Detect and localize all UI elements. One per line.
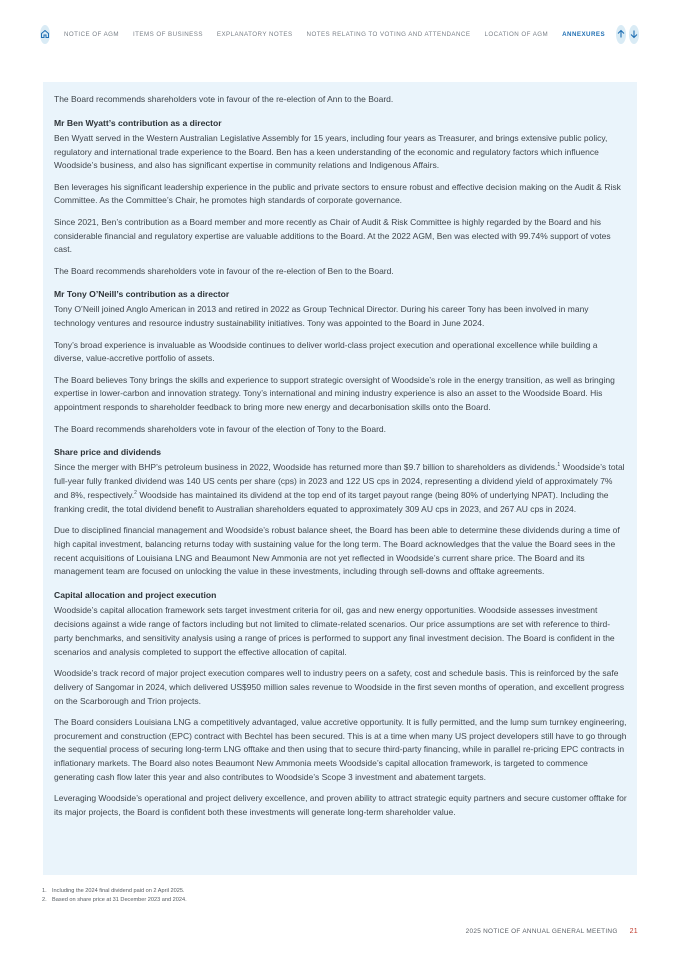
share-paragraph-2: Due to disciplined financial management and Woodside’s robust balance sheet, the Board has been able to determine these dividends during a time of high capital investment, balancing returns today with sustaining value for the long term. The Board acknowledges that the value the Board sees in the recent acquisitions of Louisiana LNG and Beaumont New Ammonia are not yet reflected in Woodside’s current share price. The Board and its management team are focused on unlocking the value in these investments, including through sell-downs and offtake agreements. <box>54 525 620 577</box>
heading-share-price: Share price and dividends <box>54 447 161 458</box>
page-number: 21 <box>629 928 638 935</box>
previous-page-button[interactable] <box>616 25 626 44</box>
footnotes <box>42 887 187 905</box>
nav-link-notice-of-agm[interactable]: NOTICE OF AGM <box>64 30 120 38</box>
ben-paragraph-2: Ben leverages his significant leadership experience in the public and private sectors to ensure robust and effective decision making on the Audit & Risk Committee. As the Committee’s Chair, he promotes high standards of corporate governance. <box>54 181 621 206</box>
capital-paragraph-4: Leveraging Woodside’s operational and project delivery excellence, and proven ability to attract strategic equity partners and secure customer offtake for its major projects, the Board is confident both these investments will generate long-term shareholder value. <box>54 793 627 818</box>
nav-link-location-of-agm[interactable]: LOCATION OF AGM <box>484 30 549 38</box>
heading-tony-oneill: Mr Tony O’Neill’s contribution as a director <box>54 289 230 300</box>
top-navigation <box>40 24 639 44</box>
tony-recommendation: The Board recommends shareholders vote in favour of the election of Tony to the Board. <box>54 423 387 434</box>
nav-link-annexures[interactable]: ANNEXURES <box>562 30 606 38</box>
capital-paragraph-2: Woodside’s track record of major project execution compares well to industry peers on a safety, cost and schedule basis. This is reinforced by the safe delivery of Sangomar in 2024, which delivered US$950 million sales revenue to Woodside in the first seven months of operation, and excellent progress on the Scarborough and Trion projects. <box>54 667 625 706</box>
capital-paragraph-1: Woodside’s capital allocation framework sets target investment criteria for oil, gas and new energy opportunities. Woodside assesses investment decisions against a wide range of factors including but not limited to climate-related scenarios. Our price assumptions are set with reference to third-party benchmarks, and sensitivity analysis using a range of prices is performed to support any final investment decision. The Board is confident in the scenarios and analysis completed to support the effective allocation of capital. <box>54 605 615 657</box>
ben-paragraph-3: Since 2021, Ben’s contribution as a Board member and more recently as Chair of Audit & Risk Committee is highly regarded by the Board and his considerable financial and regulatory expertise are valuable additions to the Board. At the 2022 AGM, Ben was elected with 99.74% support of votes cast. <box>54 216 611 255</box>
nav-link-explanatory-notes[interactable]: EXPLANATORY NOTES <box>216 30 293 38</box>
ben-recommendation: The Board recommends shareholders vote in favour of the re-election of Ben to the Board. <box>54 265 394 276</box>
tony-paragraph-3: The Board believes Tony brings the skills and experience to support strategic oversight of Woodside’s role in the energy transition, as well as bringing expertise in lower-carbon and innovation strategy. Tony’s international and mining industry experience is also an asset to the Woodside Board. His appointment responds to shareholder feedback to bring more new energy and decarbonisation skills onto the Board. <box>54 374 615 413</box>
share-paragraph-1 <box>54 461 627 516</box>
heading-ben-wyatt: Mr Ben Wyatt’s contribution as a director <box>54 117 222 128</box>
content-panel <box>43 82 637 875</box>
next-page-button[interactable] <box>629 25 639 44</box>
capital-paragraph-3: The Board considers Louisiana LNG a competitively advantaged, value accretive opportunity. It is fully permitted, and the lump sum turnkey engineering, procurement and construction (EPC) contract with Bechtel has been secured. This is at a time when many US project developers still have to go through the sequential process of securing long-term LNG offtake and then using that to secure third-party financing, while in parallel re-pricing EPC contracts in inflationary markets. The Board also notes Beaumont New Ammonia meets Woodside’s capital allocation framework, is targeted to commence generating cash flow later this year and also contributes to Woodside’s Scope 3 investment and abatement targets. <box>54 716 627 782</box>
footnote-1: 1. Including the 2024 final dividend paid on 2 April 2025. <box>42 888 185 894</box>
footnote-ref-1: 1 <box>557 462 561 469</box>
arrow-down-icon <box>629 29 639 39</box>
share-text-c: Woodside has maintained its dividend at the top end of its target payout range (being 80% of underlying NPAT). Including the franking credit, the total dividend benefit to Australian shareholders equated to approximately 309 AU cps in 2023, and 267 AU cps in 2024. <box>54 489 609 514</box>
tony-paragraph-1: Tony O’Neill joined Anglo American in 2013 and retired in 2022 as Group Technical Director. During his career Tony has been involved in many technology ventures and resource industry sustainability initiatives. Tony was appointed to the Board in June 2024. <box>54 304 589 329</box>
page-footer <box>466 928 638 935</box>
share-text-b: Woodside’s total full-year fully franked dividend was 140 US cents per share (cps) in 2023 and 122 US cps in 2024, representing a dividend yield of approximately 7% and 8%, respectively. <box>54 462 625 500</box>
ann-recommendation: The Board recommends shareholders vote in favour of the re-election of Ann to the Board. <box>54 94 394 104</box>
nav-link-items-of-business[interactable]: ITEMS OF BUSINESS <box>133 30 203 38</box>
heading-capital-allocation: Capital allocation and project execution <box>54 590 217 601</box>
arrow-up-icon <box>616 29 626 39</box>
footnote-2: 2. Based on share price at 31 December 2023 and 2024. <box>42 897 187 903</box>
footer-title: 2025 NOTICE OF ANNUAL GENERAL MEETING <box>465 928 618 935</box>
tony-paragraph-2: Tony’s broad experience is invaluable as Woodside continues to deliver world-class project execution and operational excellence while building a diverse, value-accretive portfolio of assets. <box>54 339 598 364</box>
nav-link-voting-and-attendance[interactable]: NOTES RELATING TO VOTING AND ATTENDANCE <box>306 30 471 38</box>
home-button[interactable] <box>40 25 50 44</box>
share-text-a: Since the merger with BHP’s petroleum business in 2022, Woodside has returned more than $9.7 billion to shareholders as dividends. <box>54 462 558 473</box>
footnote-ref-2: 2 <box>134 490 137 497</box>
home-icon <box>40 29 50 39</box>
ben-paragraph-1: Ben Wyatt served in the Western Australian Legislative Assembly for 15 years, including four years as Treasurer, and brings extensive public policy, regulatory and international trade experience to the Board. Ben has a keen understanding of the economic and regulatory factors which influence Woodside’s business, and also has significant expertise in community relations and Indigenous Affairs. <box>54 132 608 171</box>
